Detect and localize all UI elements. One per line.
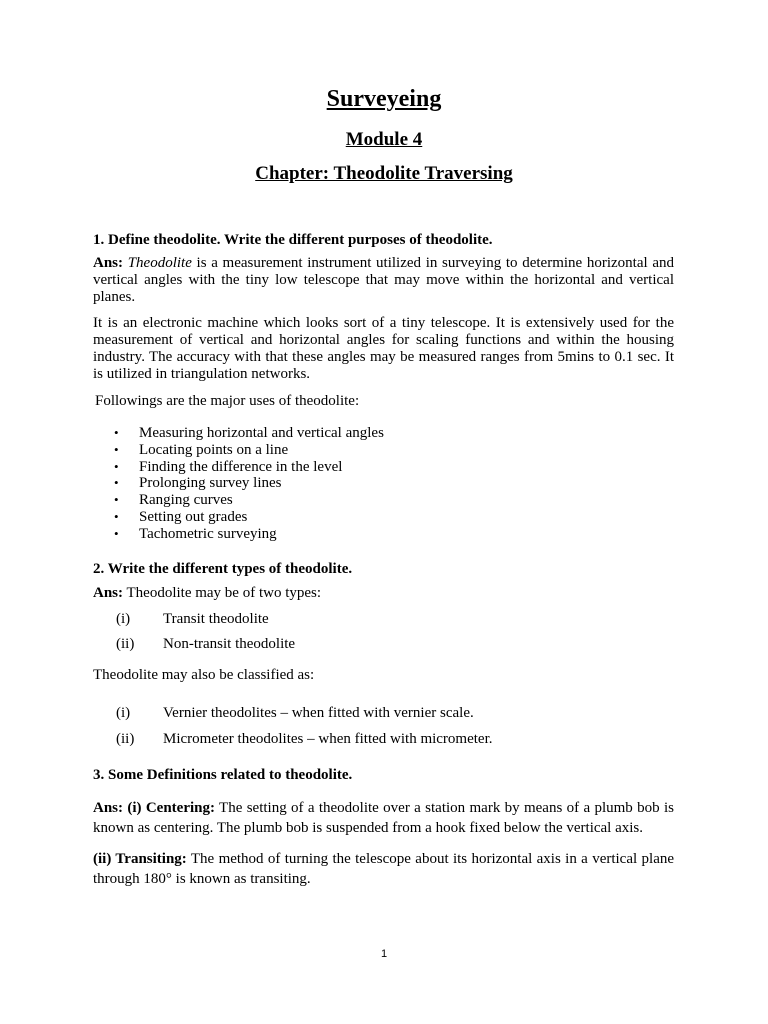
question-2-answer bbox=[93, 585, 674, 602]
list-item: • Locating points on a line bbox=[114, 442, 384, 459]
question-2-heading: 2. Write the different types of theodolite. bbox=[93, 561, 353, 577]
question-1-heading: 1. Define theodolite. Write the different purposes of theodolite. bbox=[93, 232, 493, 248]
definition-text: The setting of a theodolite over a station mark by means of a plumb bob is known as centering. The plumb bob is suspended from a hook fixed below the vertical axis. bbox=[93, 800, 674, 836]
uses-intro: Followings are the major uses of theodolite: bbox=[95, 393, 360, 409]
list-item: • Finding the difference in the level bbox=[114, 459, 384, 476]
answer-label: Ans: bbox=[93, 255, 124, 271]
class-text: Vernier theodolites – when fitted with vernier scale. bbox=[163, 705, 474, 721]
document-title: Surveyeing bbox=[326, 86, 442, 112]
roman-numeral: (ii) bbox=[116, 636, 135, 652]
list-item: • Measuring horizontal and vertical angles bbox=[114, 425, 384, 442]
definition-centering bbox=[93, 798, 674, 838]
type-text: Transit theodolite bbox=[163, 611, 269, 627]
question-1-answer bbox=[93, 255, 674, 306]
uses-list bbox=[114, 425, 384, 543]
answer-text: Theodolite may be of two types: bbox=[123, 585, 322, 601]
roman-numeral: (ii) bbox=[116, 731, 135, 747]
type-text: Non-transit theodolite bbox=[163, 636, 296, 652]
question-1-paragraph-2: It is an electronic machine which looks sort of a tiny telescope. It is extensively used for the measurement of vertical and horizontal angles for scaling functions and within the housing industry. The accuracy with that these angles may be measured ranges from 5mins to 0.1 sec. It is utilized in triangulation networks. bbox=[93, 315, 674, 382]
answer-text: is a measurement instrument utilized in surveying to determine horizontal and vertical angles with the tiny low telescope that may move within the horizontal and vertical planes. bbox=[93, 255, 675, 305]
list-item: • Ranging curves bbox=[114, 492, 384, 509]
definition-label: (ii) Transiting: bbox=[93, 851, 187, 867]
answer-label: Ans: bbox=[93, 585, 124, 601]
roman-numeral: (i) bbox=[116, 705, 131, 721]
classified-intro: Theodolite may also be classified as: bbox=[93, 667, 315, 683]
question-3-heading: 3. Some Definitions related to theodolite. bbox=[93, 767, 353, 783]
module-heading: Module 4 bbox=[345, 129, 423, 150]
definition-label: Ans: (i) Centering: bbox=[93, 800, 215, 816]
list-item: • Prolonging survey lines bbox=[114, 475, 384, 492]
class-text: Micrometer theodolites – when fitted with micrometer. bbox=[163, 731, 493, 747]
chapter-heading: Chapter: Theodolite Traversing bbox=[255, 163, 513, 184]
roman-numeral: (i) bbox=[116, 611, 131, 627]
page-number: 1 bbox=[380, 948, 388, 960]
answer-term: Theodolite bbox=[127, 255, 192, 271]
definition-text: The method of turning the telescope about its horizontal axis in a vertical plane through 180° is known as transiting. bbox=[93, 851, 675, 887]
list-item: • Setting out grades bbox=[114, 509, 384, 526]
list-item: • Tachometric surveying bbox=[114, 526, 384, 543]
definition-transiting bbox=[93, 849, 674, 889]
